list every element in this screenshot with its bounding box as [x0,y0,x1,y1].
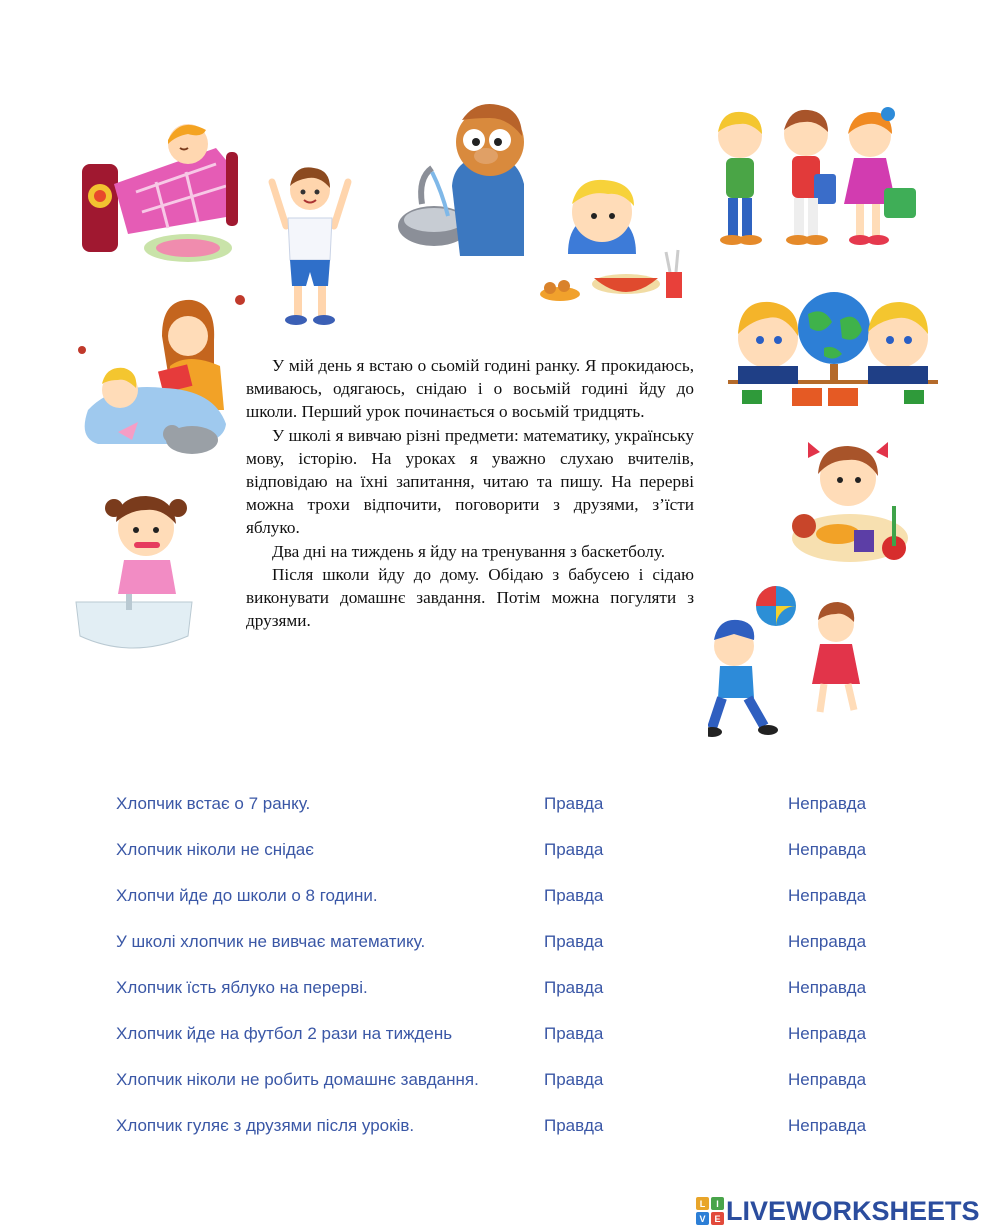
boy-eating-breakfast-illustration [538,176,690,316]
story-paragraph: У школі я вивчаю різні предмети: математику, українську мову, історію. На уроках я уважно слухаю вчителів, відповідаю на їхні запитання, читаю та пишу. На перерві можна трохи відпочити, поговорити з друзями, з’їсти яблуко. [246,425,694,538]
story-text [246,354,694,632]
quiz-row [116,972,916,1018]
brand-name: LIVEWORKSHEETS [726,1195,980,1226]
true-false-quiz [116,788,916,1156]
true-option[interactable]: Правда [544,840,604,859]
true-option[interactable]: Правда [544,978,604,997]
story-paragraph: Після школи йду до дому. Обідаю з бабусею і сідаю виконувати домашнє завдання. Потім можна погуляти з друзями. [246,564,694,631]
quiz-statement: Хлопчик ніколи не робить домашнє завдання. [116,1070,479,1089]
quiz-row [116,1018,916,1064]
quiz-statement: У школі хлопчик не вивчає математику. [116,932,426,951]
true-option[interactable]: Правда [544,1116,604,1135]
boy-washing-face-illustration [398,100,532,260]
boy-exercising-illustration [264,160,356,330]
true-option[interactable]: Правда [544,794,604,813]
false-option[interactable]: Неправда [788,1116,867,1135]
true-option[interactable]: Правда [544,886,604,905]
quiz-row [116,834,916,880]
story-paragraph: Два дні на тиждень я йду на тренування з баскетболу. [272,541,665,561]
kids-walking-to-school-illustration [706,104,922,250]
false-option[interactable]: Неправда [788,978,867,997]
quiz-row [116,788,916,834]
kids-in-classroom-with-globe-illustration [728,280,938,416]
logo-letter: I [716,1199,719,1209]
quiz-statement: Хлопчик гуляє з друзями після уроків. [116,1116,415,1135]
quiz-statement: Хлопчик встає о 7 ранку. [116,794,311,813]
kids-playing-with-ball-illustration [708,584,874,746]
quiz-statement: Хлопчик йде на футбол 2 рази на тиждень [116,1024,453,1043]
false-option[interactable]: Неправда [788,840,867,859]
true-option[interactable]: Правда [544,1070,604,1089]
quiz-row [116,880,916,926]
logo-letter: V [699,1214,706,1224]
girl-brushing-teeth-illustration [72,488,198,656]
quiz-row [116,1064,916,1110]
quiz-row [116,926,916,972]
false-option[interactable]: Неправда [788,794,867,813]
quiz-row [116,1110,916,1156]
child-having-lunch-illustration [786,430,914,568]
quiz-statement: Хлопчик ніколи не снідає [116,840,314,859]
false-option[interactable]: Неправда [788,932,867,951]
quiz-statement: Хлопчик їсть яблуко на перерві. [116,978,368,997]
true-option[interactable]: Правда [544,1024,604,1043]
mother-reading-bedtime-story-illustration [74,292,246,458]
false-option[interactable]: Неправда [788,886,867,905]
false-option[interactable]: Неправда [788,1070,867,1089]
true-option[interactable]: Правда [544,932,604,951]
logo-letter: E [714,1214,721,1224]
story-paragraph: У мій день я встаю о сьомій годині ранку. Я прокидаюсь, вмиваюсь, одягаюсь, снідаю і о восьмій годині йду до школи. Перший урок починається о восьмій тридцять. [246,356,694,422]
logo-letter: L [699,1199,706,1209]
liveworksheets-brand [696,1196,980,1226]
false-option[interactable]: Неправда [788,1024,867,1043]
liveworksheets-logo-icon [696,1197,724,1225]
quiz-statement: Хлопчи йде до школи о 8 години. [116,886,378,905]
child-sleeping-in-bed-illustration [76,112,246,272]
